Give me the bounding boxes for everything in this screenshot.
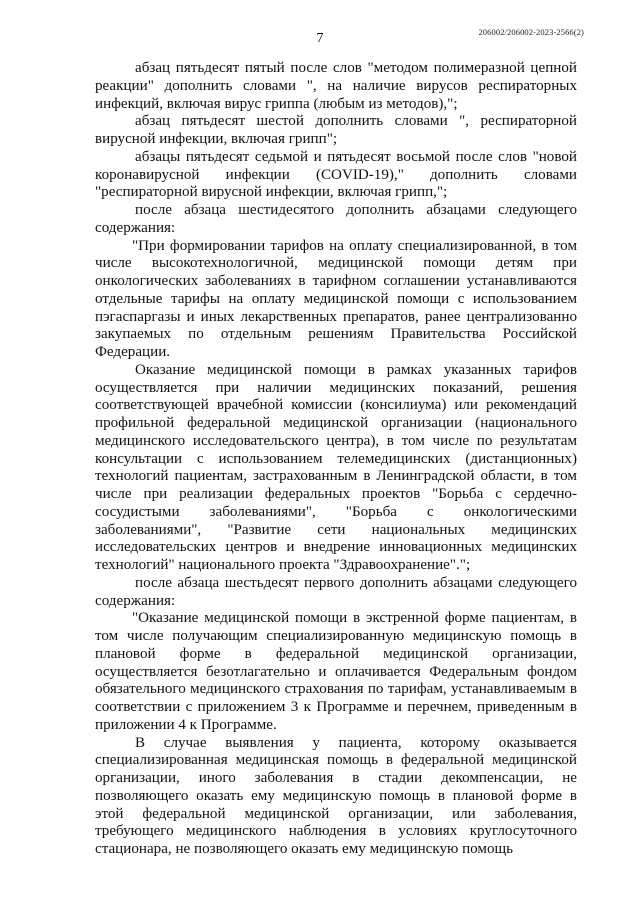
document-body [95,60,577,859]
document-id: 206002/206002-2023-2566(2) [478,27,584,37]
paragraph-amend-56: абзац пятьдесят шестой дополнить словами ", респираторной вирусной инфекции, включая грипп"; [95,113,577,147]
paragraph-after-60: после абзаца шестидесятого дополнить абзацами следующего содержания: [95,202,577,236]
paragraph-after-61: после абзаца шестьдесят первого дополнить абзацами следующего содержания: [95,574,577,609]
paragraph-quote-emergency: "Оказание медицинской помощи в экстренной форме пациентам, в том числе получающим специализированную медицинскую помощь в плановой форме в федеральной медицинской организации, осуществляется безотлагательно и оплачивается Федеральным фондом обязательного медицинского страхования по тарифам, устанавливаемым в соответствии с приложением 3 к Программе и перечнем, приведенным в приложении 4 к Программе. [95,610,577,733]
page-number: 7 [316,31,324,46]
paragraph-amend-57-58: абзацы пятьдесят седьмой и пятьдесят восьмой после слов "новой коронавирусной инфекции (COVID-19)," дополнить словами "респираторной вирусной инфекции, включая грипп,"; [95,148,577,201]
paragraph-quote-tariffs: "При формировании тарифов на оплату специализированной, в том числе высокотехнологичной, медицинской помощи детям при онкологических заболеваниях в тарифном соглашении устанавливаются отдельные тарифы на оплату медицинской помощи с использованием пэгаспаргазы и иных лекарственных препаратов, ранее централизованно закупаемых по отдельным решениям Правительства Российской Федерации. [95,237,577,360]
paragraph-amend-55: абзац пятьдесят пятый после слов "методом полимеразной цепной реакции" дополнить словами ", на наличие вирусов респираторных инфекций, включая вирус гриппа (любым из методов),"; [95,60,577,112]
paragraph-case-detection: В случае выявления у пациента, которому оказывается специализированная медицинская помощь в федеральной медицинской организации, иного заболевания в стадии декомпенсации, не позволяющего оказать ему медицинскую помощь в плановой форме в этой федеральной медицинской организации, или заболевания, требующего медицинского наблюдения в условиях круглосуточного стационара, не позволяющего оказать ему медицинскую помощь [95,734,577,857]
paragraph-care-provision: Оказание медицинской помощи в рамках указанных тарифов осуществляется при наличии медицинских показаний, решения соответствующей врачебной комиссии (консилиума) или рекомендаций профильной федеральной медицинской организации (национального медицинского исследовательского центра), в том числе по результатам консультации с использованием телемедицинских (дистанционных) технологий пациентам, застрахованным в Ленинградской области, в том числе при реализации федеральных проектов "Борьба с сердечно-сосудистыми заболеваниями", "Борьба с онкологическими заболеваниями", "Развитие сети национальных медицинских исследовательских центров и внедрение инновационных медицинских технологий" национального проекта "Здравоохранение"."; [95,361,577,573]
